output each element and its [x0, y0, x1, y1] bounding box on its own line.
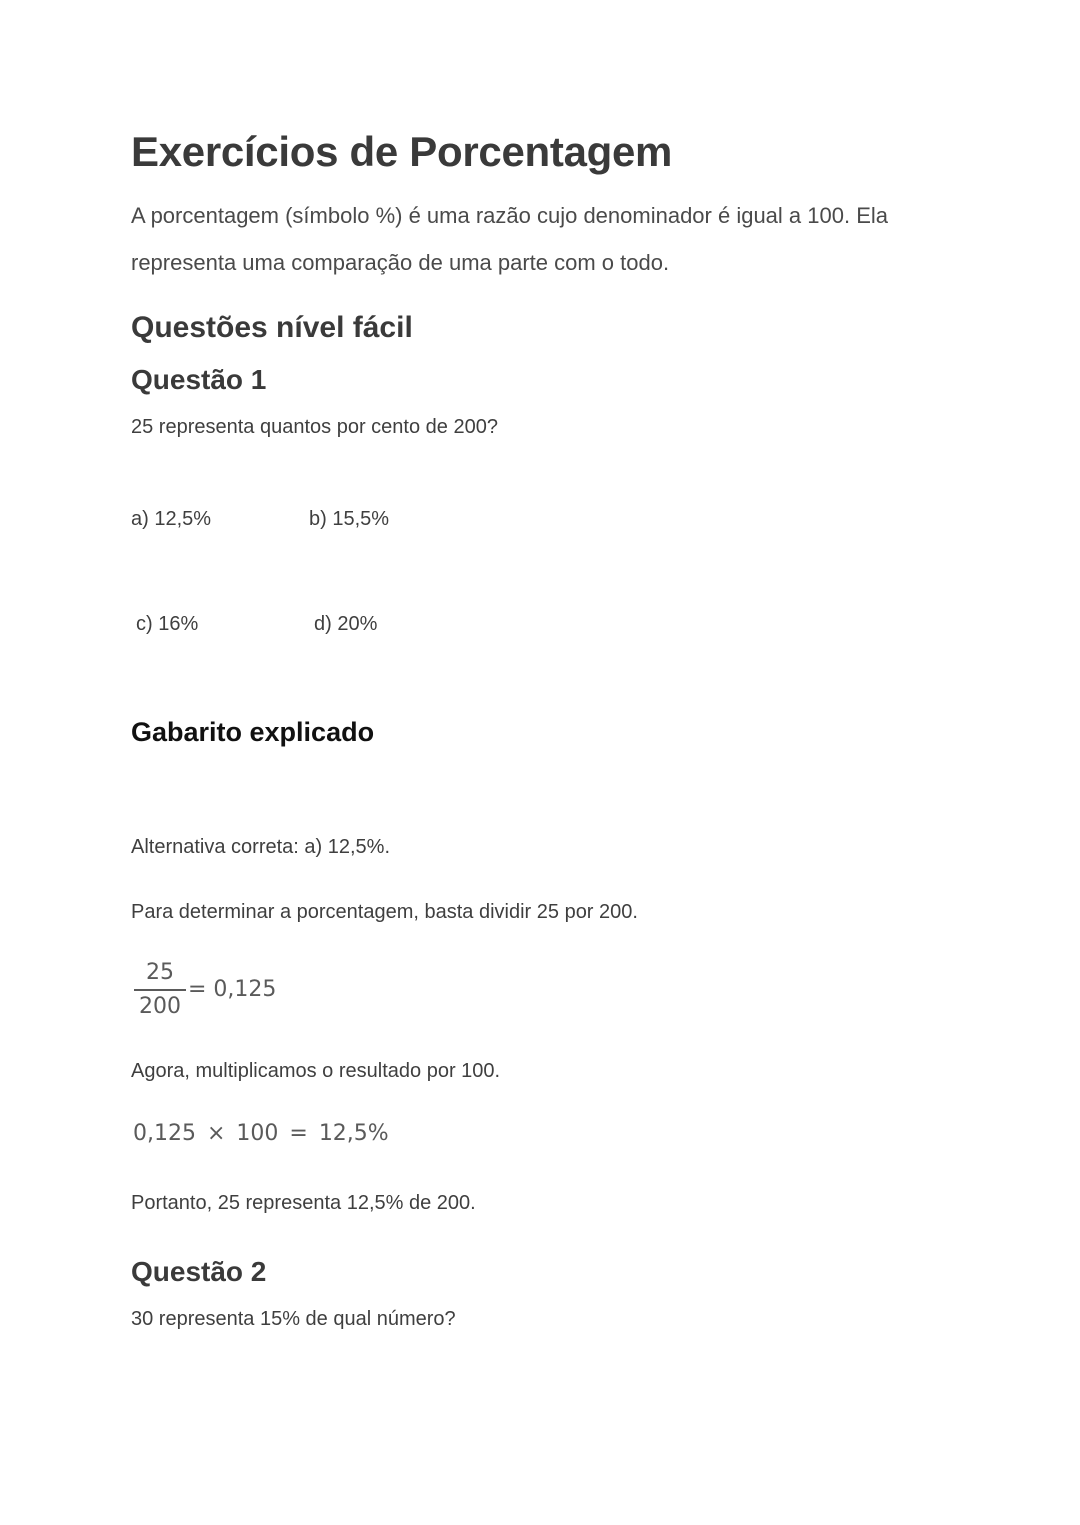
step-1-text: Para determinar a porcentagem, basta dividir 25 por 200. [131, 901, 638, 923]
fraction-bar [134, 989, 186, 991]
fraction [134, 960, 186, 1020]
option-b: b) 15,5% [309, 508, 390, 530]
question-2-text: 30 representa 15% de qual número? [131, 1308, 456, 1330]
option-c: c) 16% [136, 613, 199, 635]
step-2-text: Agora, multiplicamos o resultado por 100. [131, 1060, 501, 1082]
page-title: Exercícios de Porcentagem [131, 128, 673, 175]
fraction-result: = 0,125 [188, 977, 277, 1002]
answer-heading: Gabarito explicado [131, 717, 375, 747]
option-d: d) 20% [314, 613, 378, 635]
intro-paragraph: A porcentagem (símbolo %) é uma razão cujo denominador é igual a 100. Ela representa uma comparação de uma parte com o todo. [131, 203, 888, 275]
correct-answer-text: Alternativa correta: a) 12,5%. [131, 836, 391, 858]
question-1-text: 25 representa quantos por cento de 200? [131, 416, 498, 438]
section-heading: Questões nível fácil [131, 311, 413, 344]
multiplication-equation: 0,125 × 100 = 12,5% [133, 1121, 389, 1146]
fraction-numerator: 25 [146, 960, 174, 985]
question-1-heading: Questão 1 [131, 364, 267, 395]
option-a: a) 12,5% [131, 508, 212, 530]
question-2-heading: Questão 2 [131, 1256, 267, 1287]
fraction-denominator: 200 [139, 993, 181, 1019]
conclusion-text: Portanto, 25 representa 12,5% de 200. [131, 1192, 476, 1214]
